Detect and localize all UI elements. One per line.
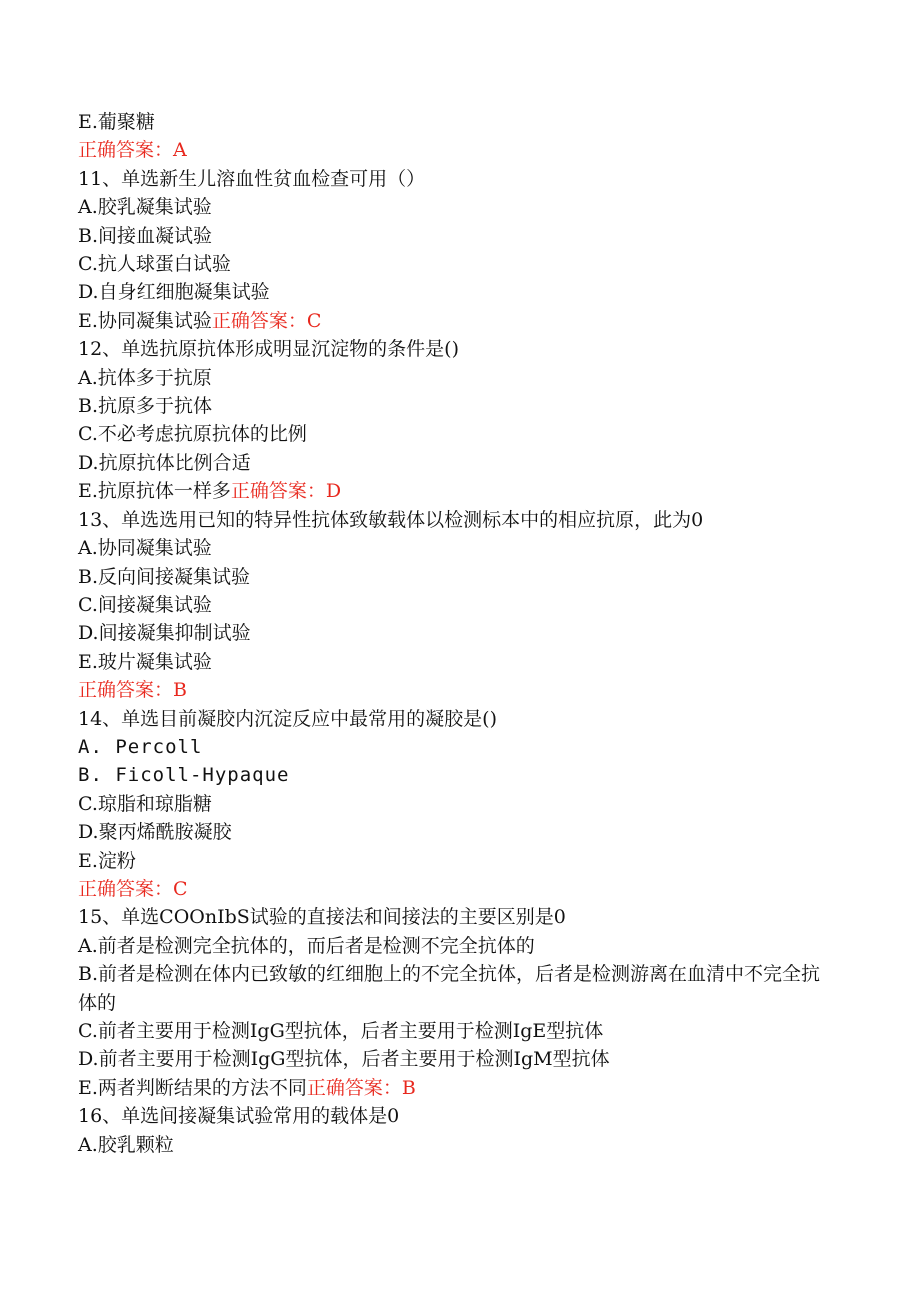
option-line: B.抗原多于抗体	[78, 395, 213, 418]
option-line: C.间接凝集试验	[78, 593, 212, 616]
option-line: A.胶乳颗粒	[78, 1133, 174, 1156]
option-line: E.两者判断结果的方法不同正确答案：B	[78, 1076, 416, 1099]
question-line: 15、单选COOnIbS试验的直接法和间接法的主要区别是0	[78, 906, 566, 929]
option-line: D.自身红细胞凝集试验	[78, 281, 270, 304]
option-line: C.前者主要用于检测IgG型抗体，后者主要用于检测IgE型抗体	[78, 1020, 604, 1042]
option-line: A.胶乳凝集试验	[78, 196, 212, 219]
answer-inline: 正确答案：D	[230, 480, 342, 503]
answer-line: 正确答案：C	[78, 877, 188, 900]
option-line: E.葡聚糖	[78, 111, 155, 133]
option-line: E.淀粉	[78, 849, 136, 872]
option-line: E.协同凝集试验正确答案：C	[78, 309, 322, 332]
option-line: C.琼脂和琼脂糖	[78, 792, 212, 815]
option-line: A.协同凝集试验	[78, 537, 212, 560]
answer-line: 正确答案：A	[78, 139, 187, 162]
option-line: A.抗体多于抗原	[78, 366, 212, 389]
document-page	[78, 108, 858, 1159]
question-line: 11、单选新生儿溶血性贫血检查可用（）	[78, 167, 426, 190]
option-line: E.抗原抗体一样多正确答案：D	[78, 480, 342, 503]
option-line: C.不必考虑抗原抗体的比例	[78, 423, 307, 446]
option-line: D.抗原抗体比例合适	[78, 451, 251, 474]
question-line: 12、单选抗原抗体形成明显沉淀物的条件是()	[78, 338, 460, 361]
option-line: D.间接凝集抑制试验	[78, 622, 251, 645]
answer-inline: 正确答案：C	[211, 309, 322, 332]
option-line: D.前者主要用于检测IgG型抗体，后者主要用于检测IgM型抗体	[78, 1048, 610, 1071]
option-line: B.间接血凝试验	[78, 224, 213, 247]
question-line: 14、单选目前凝胶内沉淀反应中最常用的凝胶是()	[78, 707, 498, 730]
option-line: A.前者是检测完全抗体的，而后者是检测不完全抗体的	[78, 934, 535, 957]
question-line: 13、单选选用已知的特异性抗体致敏载体以检测标本中的相应抗原，此为0	[78, 508, 704, 531]
option-line: D.聚丙烯酰胺凝胶	[78, 821, 232, 844]
option-line: B.前者是检测在体内已致敏的红细胞上的不完全抗体，后者是检测游离在血清中不完全抗体的	[78, 963, 821, 1014]
question-line: 16、单选间接凝集试验常用的载体是0	[78, 1105, 400, 1128]
option-line: A. Percoll	[78, 735, 203, 758]
answer-line: 正确答案：B	[78, 679, 187, 702]
option-line: B. Ficoll-Hypaque	[78, 764, 290, 787]
option-line: B.反向间接凝集试验	[78, 565, 251, 588]
answer-inline: 正确答案：B	[306, 1076, 416, 1099]
option-line: C.抗人球蛋白试验	[78, 253, 231, 276]
option-line: E.玻片凝集试验	[78, 650, 212, 673]
